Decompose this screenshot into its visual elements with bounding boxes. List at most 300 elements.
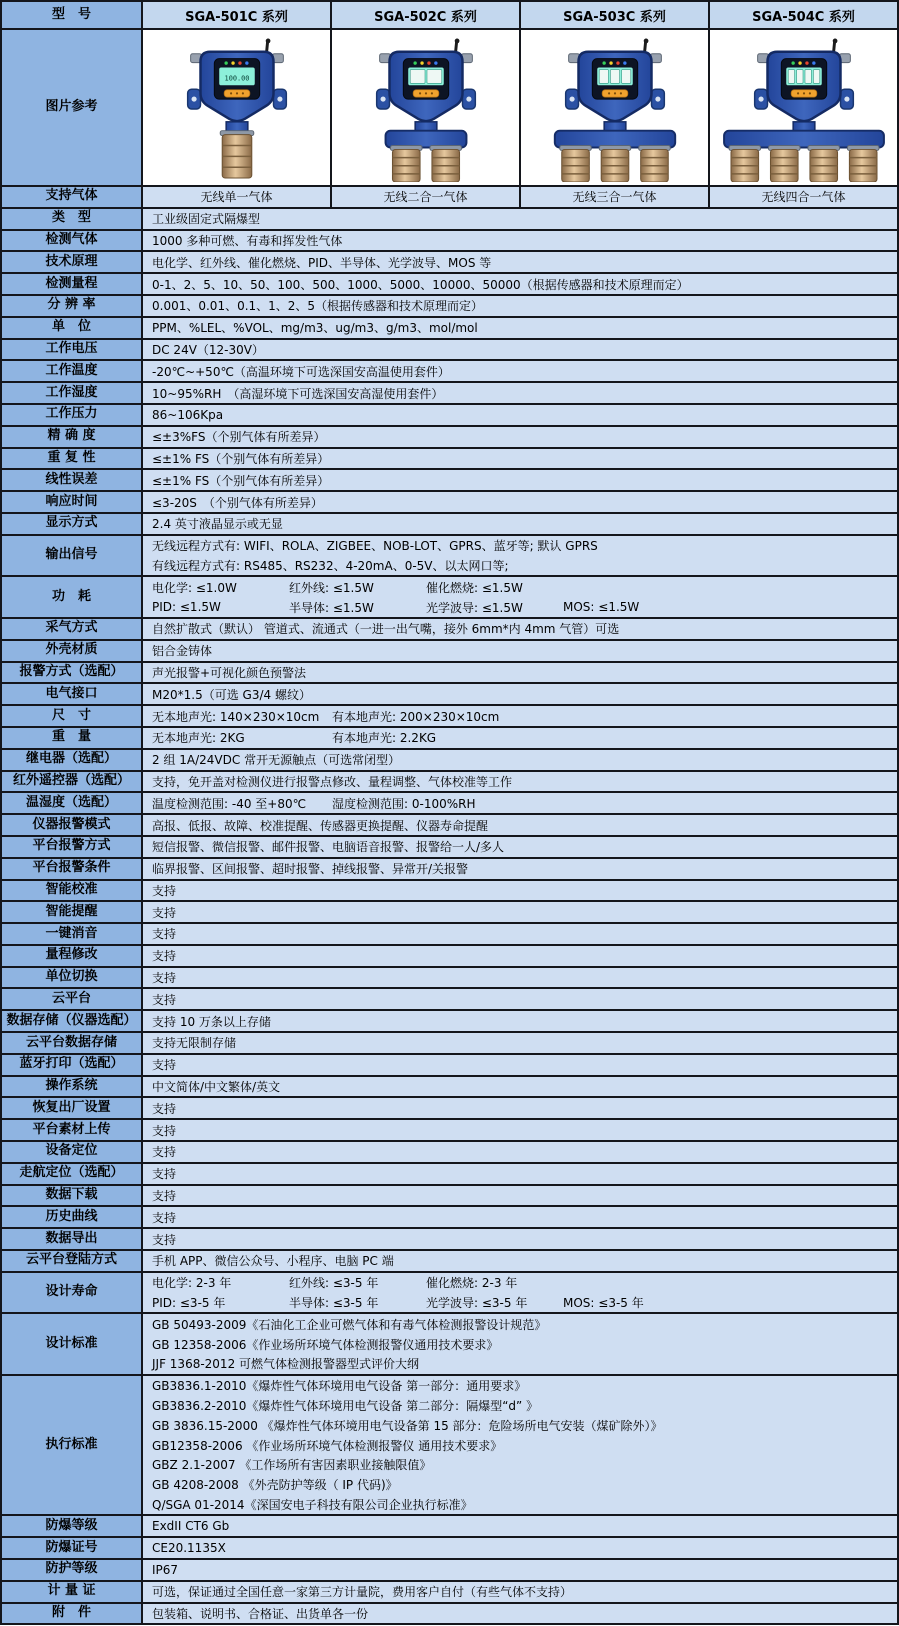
spec-row — [2, 296, 897, 318]
spec-label: 单 位 — [2, 318, 143, 338]
value-text: 10~95%RH （高湿环境下可选深国安高湿使用套件） — [152, 386, 444, 401]
spec-value — [143, 361, 897, 381]
spec-value — [143, 1120, 897, 1140]
value-text: GB 4208-2008 《外壳防护等级（ IP 代码)》 — [152, 1478, 398, 1493]
spec-label: 功 耗 — [2, 577, 143, 617]
spec-row — [2, 924, 897, 946]
spec-row — [2, 405, 897, 427]
spec-row — [2, 1120, 897, 1142]
spec-label: 附 件 — [2, 1604, 143, 1624]
value-line — [143, 1273, 897, 1293]
value-text: -20℃~+50℃（高温环境下可选深国安高温使用套件） — [152, 364, 450, 379]
value-text: 有线远程方式有: RS485、RS232、4-20mA、0-5V、以太网口等; — [152, 558, 509, 573]
spec-value — [143, 427, 897, 447]
value-text: GBZ 2.1-2007 《工作场所有害因素职业接触限值》 — [152, 1458, 432, 1473]
spec-label: 设备定位 — [2, 1142, 143, 1162]
header-row — [2, 2, 897, 30]
spec-value — [143, 187, 897, 207]
value-text: 支持 — [152, 1232, 177, 1247]
value-text: GB3836.2-2010《爆炸性气体环境用电气设备 第二部分：隔爆型“d” 》 — [152, 1399, 539, 1414]
spec-row — [2, 684, 897, 706]
value-line — [143, 1455, 897, 1475]
value-text: GB 12358-2006《作业场所环境气体检测报警仪通用技术要求》 — [152, 1337, 499, 1352]
value-line — [143, 1098, 897, 1118]
spec-value — [143, 706, 897, 726]
value-line — [143, 1475, 897, 1495]
spec-value — [143, 1207, 897, 1227]
spec-row — [2, 427, 897, 449]
value-text: ≤±1% FS（个别气体有所差异） — [152, 473, 330, 488]
spec-label: 检测量程 — [2, 274, 143, 294]
value-line — [143, 1011, 897, 1031]
value-line — [143, 750, 897, 770]
value-line — [143, 684, 897, 704]
spec-row — [2, 859, 897, 881]
value-line — [143, 1314, 897, 1334]
value-line — [143, 1164, 897, 1184]
value-segment: 温度检测范围: -40 至+80℃ — [152, 796, 307, 811]
value-text: 支持 — [152, 927, 177, 942]
value-text: GB12358-2006 《作业场所环境气体检测报警仪 通用技术要求》 — [152, 1438, 503, 1453]
value-text: ≤±1% FS（个别气体有所差异） — [152, 451, 330, 466]
gas-type-cell: 无线四合一气体 — [708, 187, 897, 207]
spec-label: 历史曲线 — [2, 1207, 143, 1227]
value-line — [143, 492, 897, 512]
spec-row — [2, 1033, 897, 1055]
value-line — [143, 1435, 897, 1455]
spec-value — [143, 1229, 897, 1249]
spec-label: 检测气体 — [2, 231, 143, 251]
value-line — [143, 1033, 897, 1053]
value-line — [143, 706, 897, 726]
value-text: 支持 — [152, 949, 177, 964]
spec-label: 云平台 — [2, 989, 143, 1009]
value-text: 支持 — [152, 1210, 177, 1225]
spec-value — [143, 663, 897, 683]
spec-label: 显示方式 — [2, 514, 143, 534]
value-text: M20*1.5（可选 G3/4 螺纹） — [152, 687, 311, 702]
spec-value — [143, 1251, 897, 1271]
value-line — [143, 274, 897, 294]
spec-row — [2, 728, 897, 750]
spec-label: 支持气体 — [2, 187, 143, 207]
value-text: 手机 APP、微信公众号、小程序、电脑 PC 端 — [152, 1254, 394, 1269]
gas-type-cell: 无线二合一气体 — [330, 187, 519, 207]
product-image-cell — [330, 30, 519, 185]
spec-value — [143, 837, 897, 857]
spec-value — [143, 1142, 897, 1162]
value-line — [143, 946, 897, 966]
value-segment: MOS: ≤3-5 年 — [563, 1296, 644, 1311]
value-text: 短信报警、微信报警、邮件报警、电脑语音报警、报警给一人/多人 — [152, 840, 505, 855]
spec-label: 平台报警条件 — [2, 859, 143, 879]
spec-label: 防爆证号 — [2, 1538, 143, 1558]
spec-label: 恢复出厂设置 — [2, 1098, 143, 1118]
value-line — [143, 881, 897, 901]
spec-row — [2, 663, 897, 685]
value-segment: PID: ≤3-5 年 — [152, 1296, 226, 1311]
spec-label: 工作电压 — [2, 340, 143, 360]
spec-value — [143, 902, 897, 922]
value-segment: 光学波导: ≤3-5 年 — [426, 1296, 528, 1311]
spec-label: 继电器（选配） — [2, 750, 143, 770]
value-text: 支持，免开盖对检测仪进行报警点修改、量程调整、气体校准等工作 — [152, 774, 513, 789]
spec-label: 设计标准 — [2, 1314, 143, 1373]
value-line — [143, 252, 897, 272]
value-line — [143, 231, 897, 251]
spec-label: 工作压力 — [2, 405, 143, 425]
spec-row — [2, 318, 897, 340]
spec-value — [143, 383, 897, 403]
spec-row — [2, 231, 897, 253]
value-text: GB 3836.15-2000 《爆炸性气体环境用电气设备第 15 部分：危险场所电气安装（煤矿除外）》 — [152, 1418, 663, 1433]
spec-value — [143, 1604, 897, 1624]
value-segment: 红外线: ≤1.5W — [289, 580, 374, 595]
value-text: 支持 — [152, 1123, 177, 1138]
gas-detector-illustration — [715, 34, 893, 182]
spec-label: 精 确 度 — [2, 427, 143, 447]
model-name: SGA-501C 系列 — [143, 2, 330, 28]
value-line — [143, 340, 897, 360]
value-text: 支持 — [152, 971, 177, 986]
value-text: IP67 — [152, 1562, 179, 1577]
spec-row — [2, 536, 897, 578]
value-line — [143, 1354, 897, 1374]
spec-value — [143, 492, 897, 512]
value-segment: 电化学: ≤1.0W — [152, 580, 237, 595]
spec-row — [2, 902, 897, 924]
value-line — [143, 728, 897, 748]
model-name: SGA-504C 系列 — [708, 2, 897, 28]
spec-label: 重 复 性 — [2, 449, 143, 469]
spec-row — [2, 383, 897, 405]
value-text: 0-1、2、5、10、50、100、500、1000、5000、10000、50000（根据传感器和技术原理而定） — [152, 277, 689, 292]
spec-value — [143, 231, 897, 251]
value-line — [143, 209, 897, 229]
value-text: 支持 — [152, 883, 177, 898]
spec-label: 报警方式（选配） — [2, 663, 143, 683]
spec-label: 类 型 — [2, 209, 143, 229]
spec-label: 工作温度 — [2, 361, 143, 381]
spec-value — [143, 924, 897, 944]
value-text: 支持 — [152, 1189, 177, 1204]
value-line — [143, 361, 897, 381]
value-line — [143, 405, 897, 425]
value-segment: 催化燃烧: 2-3 年 — [426, 1276, 518, 1291]
spec-label: 智能提醒 — [2, 902, 143, 922]
spec-row — [2, 619, 897, 641]
value-line — [143, 641, 897, 661]
value-line — [143, 1396, 897, 1416]
value-line — [143, 1229, 897, 1249]
spec-row — [2, 274, 897, 296]
value-segment: 红外线: ≤3-5 年 — [289, 1276, 379, 1291]
value-text: 支持 — [152, 1167, 177, 1182]
value-text: 中文简体/中文繁体/英文 — [152, 1080, 281, 1095]
value-text: 支持 — [152, 1101, 177, 1116]
value-line — [143, 968, 897, 988]
spec-row — [2, 1011, 897, 1033]
spec-label: 线性误差 — [2, 470, 143, 490]
spec-row — [2, 1077, 897, 1099]
image-row-label: 图片参考 — [2, 30, 143, 185]
spec-row — [2, 209, 897, 231]
value-text: ≤3-20S （个别气体有所差异） — [152, 495, 323, 510]
value-line — [143, 989, 897, 1009]
spec-value — [143, 1011, 897, 1031]
spec-value — [143, 619, 897, 639]
spec-row — [2, 252, 897, 274]
value-line — [143, 318, 897, 338]
spec-label: 一键消音 — [2, 924, 143, 944]
spec-value — [143, 1164, 897, 1184]
spec-value — [143, 793, 897, 813]
spec-row — [2, 449, 897, 471]
value-segment: 催化燃烧: ≤1.5W — [426, 580, 523, 595]
value-text: 86~106Kpa — [152, 407, 224, 422]
product-image-cell — [143, 30, 330, 185]
spec-row — [2, 361, 897, 383]
spec-label: 数据导出 — [2, 1229, 143, 1249]
value-line — [143, 1120, 897, 1140]
value-text: GB 50493-2009《石油化工企业可燃气体和有毒气体检测报警设计规范》 — [152, 1317, 547, 1332]
value-text: 高报、低报、故障、校准提醒、传感器更换提醒、仪器寿命提醒 — [152, 818, 489, 833]
spec-label: 温湿度（选配） — [2, 793, 143, 813]
product-image-cell — [519, 30, 708, 185]
spec-row — [2, 1207, 897, 1229]
value-segment: MOS: ≤1.5W — [563, 600, 640, 615]
value-line — [143, 1293, 897, 1313]
spec-label: 数据存储（仪器选配） — [2, 1011, 143, 1031]
spec-label: 操作系统 — [2, 1077, 143, 1097]
spec-label: 输出信号 — [2, 536, 143, 576]
spec-value — [143, 859, 897, 879]
value-line — [143, 1334, 897, 1354]
spec-label: 重 量 — [2, 728, 143, 748]
value-line — [143, 597, 897, 617]
value-line — [143, 1077, 897, 1097]
value-line — [143, 514, 897, 534]
gas-detector-illustration — [337, 34, 515, 182]
spec-row — [2, 772, 897, 794]
spec-value — [143, 536, 897, 576]
spec-row — [2, 340, 897, 362]
spec-row — [2, 1229, 897, 1251]
value-segment: 有本地声光: 200×230×10cm — [332, 709, 500, 724]
spec-value — [143, 1273, 897, 1313]
spec-value — [143, 252, 897, 272]
gas-detector-illustration — [526, 34, 704, 182]
spec-label: 量程修改 — [2, 946, 143, 966]
value-line — [143, 1251, 897, 1271]
value-segment: 光学波导: ≤1.5W — [426, 600, 523, 615]
value-line — [143, 1186, 897, 1206]
spec-label: 走航定位（选配） — [2, 1164, 143, 1184]
spec-label: 分 辨 率 — [2, 296, 143, 316]
model-header-label: 型 号 — [2, 2, 143, 28]
spec-row — [2, 1376, 897, 1517]
spec-value — [143, 641, 897, 661]
spec-value — [143, 1077, 897, 1097]
spec-row — [2, 492, 897, 514]
value-line — [143, 1376, 897, 1396]
value-line — [143, 924, 897, 944]
gas-type-cell: 无线三合一气体 — [519, 187, 708, 207]
value-text: 2 组 1A/24VDC 常开无源触点（可选常闭型） — [152, 753, 401, 768]
spec-value — [143, 1033, 897, 1053]
value-line — [143, 1415, 897, 1435]
value-line — [143, 902, 897, 922]
value-text: 无线远程方式有: WIFI、ROLA、ZIGBEE、NOB-LOT、GPRS、蓝牙等; 默认 GPRS — [152, 539, 598, 554]
spec-label: 设计寿命 — [2, 1273, 143, 1313]
model-name: SGA-503C 系列 — [519, 2, 708, 28]
spec-row — [2, 1164, 897, 1186]
spec-value — [143, 470, 897, 490]
spec-row — [2, 1314, 897, 1375]
spec-label: 外壳材质 — [2, 641, 143, 661]
spec-value — [143, 209, 897, 229]
value-line — [143, 1604, 897, 1624]
value-text: 支持 10 万条以上存储 — [152, 1014, 271, 1029]
spec-row — [2, 815, 897, 837]
spec-value — [143, 684, 897, 704]
spec-row — [2, 750, 897, 772]
value-line — [143, 1055, 897, 1075]
gas-detector-illustration — [148, 34, 326, 182]
image-row — [2, 30, 897, 187]
value-line — [143, 619, 897, 639]
spec-label: 云平台登陆方式 — [2, 1251, 143, 1271]
value-text: 临界报警、区间报警、超时报警、掉线报警、异常开/关报警 — [152, 862, 469, 877]
device-screen-value: 100.00 — [224, 73, 249, 82]
spec-value — [143, 750, 897, 770]
spec-value — [143, 449, 897, 469]
value-line — [143, 383, 897, 403]
value-text: CE20.1135X — [152, 1541, 226, 1556]
value-text: PPM、%LEL、%VOL、mg/m3、ug/m3、g/m3、mol/mol — [152, 321, 478, 336]
value-line — [143, 663, 897, 683]
value-text: 电化学、红外线、催化燃烧、PID、半导体、光学波导、MOS 等 — [152, 255, 492, 270]
value-text: GB3836.1-2010《爆炸性气体环境用电气设备 第一部分：通用要求》 — [152, 1379, 527, 1394]
spec-label: 数据下载 — [2, 1186, 143, 1206]
spec-row — [2, 989, 897, 1011]
value-line — [143, 1582, 897, 1602]
value-line — [143, 837, 897, 857]
spec-value — [143, 405, 897, 425]
value-text: 支持 — [152, 1145, 177, 1160]
value-line — [143, 1207, 897, 1227]
value-line — [143, 859, 897, 879]
value-line — [143, 1142, 897, 1162]
value-text: ExdII CT6 Gb — [152, 1519, 230, 1534]
spec-value — [143, 815, 897, 835]
model-name: SGA-502C 系列 — [330, 2, 519, 28]
spec-row — [2, 470, 897, 492]
spec-value — [143, 728, 897, 748]
value-text: 声光报警+可视化颜色预警法 — [152, 665, 307, 680]
spec-value — [143, 577, 897, 617]
value-text: DC 24V（12-30V） — [152, 342, 264, 357]
spec-value — [143, 296, 897, 316]
spec-value — [143, 989, 897, 1009]
spec-row — [2, 641, 897, 663]
spec-label: 响应时间 — [2, 492, 143, 512]
value-text: 自然扩散式（默认） 管道式、流通式（一进一出气嘴，接外 6mm*内 4mm 气管）可选 — [152, 622, 620, 637]
spec-row — [2, 1186, 897, 1208]
spec-value — [143, 274, 897, 294]
spec-row — [2, 837, 897, 859]
spec-label: 智能校准 — [2, 881, 143, 901]
spec-row — [2, 577, 897, 619]
spec-value — [143, 514, 897, 534]
spec-label: 采气方式 — [2, 619, 143, 639]
value-text: 支持 — [152, 992, 177, 1007]
spec-row — [2, 1055, 897, 1077]
value-text: 2.4 英寸液晶显示或无显 — [152, 517, 283, 532]
spec-row — [2, 1142, 897, 1164]
value-line — [143, 772, 897, 792]
value-text: 工业级固定式隔爆型 — [152, 212, 261, 227]
sensor-manifold — [385, 130, 466, 147]
value-line — [143, 556, 897, 576]
value-line — [143, 815, 897, 835]
value-line — [143, 577, 897, 597]
spec-row — [2, 1273, 897, 1315]
value-segment: 有本地声光: 2.2KG — [332, 731, 437, 746]
spec-row — [2, 706, 897, 728]
value-text: 支持 — [152, 905, 177, 920]
value-line — [143, 1495, 897, 1515]
sensor-manifold — [724, 130, 884, 147]
spec-row — [2, 1516, 897, 1538]
value-text: Q/SGA 01-2014《深国安电子科技有限公司企业执行标准》 — [152, 1498, 473, 1512]
spec-value — [143, 1376, 897, 1515]
spec-value — [143, 1055, 897, 1075]
value-text: 可选，保证通过全国任意一家第三方计量院，费用客户自付（有些气体不支持） — [152, 1585, 573, 1600]
spec-row — [2, 514, 897, 536]
spec-label: 技术原理 — [2, 252, 143, 272]
value-line — [143, 793, 897, 813]
spec-label: 平台素材上传 — [2, 1120, 143, 1140]
spec-value — [143, 772, 897, 792]
product-image-cell — [708, 30, 897, 185]
value-line — [143, 427, 897, 447]
spec-value — [143, 1582, 897, 1602]
spec-label: 防爆等级 — [2, 1516, 143, 1536]
spec-row — [2, 946, 897, 968]
spec-value — [143, 1186, 897, 1206]
value-text: JJF 1368-2012 可燃气体检测报警器型式评价大纲 — [152, 1357, 420, 1372]
gas-type-cell: 无线单一气体 — [200, 190, 273, 205]
spec-row — [2, 1251, 897, 1273]
value-text: 铝合金铸体 — [152, 644, 213, 659]
spec-value — [143, 340, 897, 360]
spec-label: 平台报警方式 — [2, 837, 143, 857]
spec-row — [2, 793, 897, 815]
spec-row — [2, 881, 897, 903]
spec-value — [143, 968, 897, 988]
spec-row — [2, 1604, 897, 1624]
spec-value — [143, 1560, 897, 1580]
spec-value — [143, 1098, 897, 1118]
spec-label: 计 量 证 — [2, 1582, 143, 1602]
value-segment: 电化学: 2-3 年 — [152, 1276, 232, 1291]
value-line — [143, 296, 897, 316]
value-text: 支持 — [152, 1058, 177, 1073]
sensor-manifold — [554, 130, 674, 147]
spec-label: 执行标准 — [2, 1376, 143, 1515]
value-line — [143, 1560, 897, 1580]
